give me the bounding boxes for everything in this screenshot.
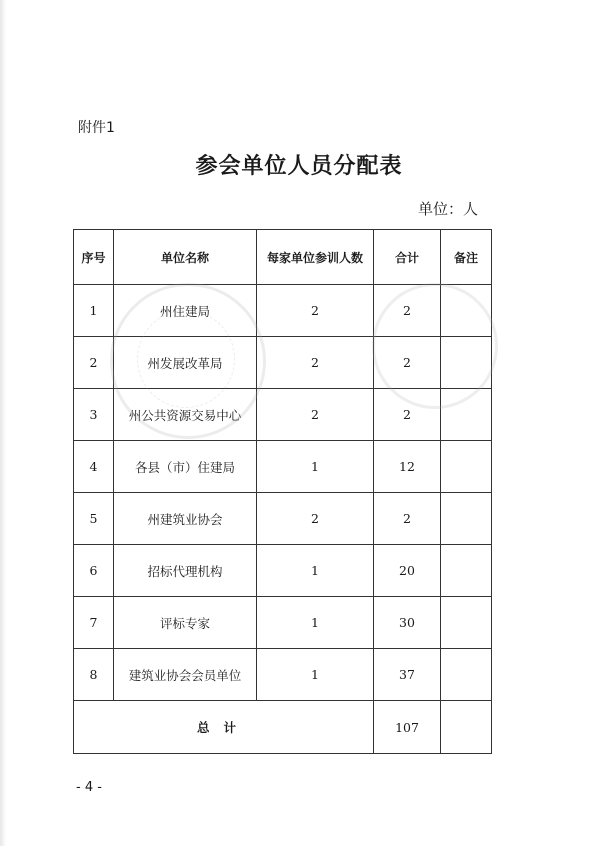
cell-unit-name: 州住建局 [114, 285, 257, 337]
cell-unit-name: 评标专家 [114, 597, 257, 649]
cell-remark [441, 441, 492, 493]
attachment-label: 附件1 [78, 120, 115, 136]
cell-no: 4 [74, 441, 114, 493]
table-row [74, 389, 492, 441]
cell-no: 1 [74, 285, 114, 337]
table-row [74, 545, 492, 597]
total-value: 107 [374, 701, 441, 754]
total-remark [441, 701, 492, 754]
unit-note: 单位：人 [418, 200, 479, 218]
cell-per-unit: 1 [257, 649, 374, 701]
table-row [74, 337, 492, 389]
table-row [74, 493, 492, 545]
header-total: 合计 [374, 230, 441, 285]
cell-remark [441, 545, 492, 597]
table-row [74, 285, 492, 337]
cell-remark [441, 337, 492, 389]
cell-per-unit: 1 [257, 441, 374, 493]
cell-total: 2 [374, 493, 441, 545]
cell-remark [441, 649, 492, 701]
cell-remark [441, 493, 492, 545]
table-row [74, 649, 492, 701]
allocation-table [73, 229, 492, 754]
table-body [74, 285, 492, 754]
cell-per-unit: 2 [257, 389, 374, 441]
cell-no: 3 [74, 389, 114, 441]
page-number: - 4 - [76, 780, 102, 795]
cell-per-unit: 2 [257, 285, 374, 337]
page-title: 参会单位人员分配表 [195, 153, 403, 179]
cell-no: 2 [74, 337, 114, 389]
cell-total: 12 [374, 441, 441, 493]
cell-per-unit: 1 [257, 597, 374, 649]
cell-total: 30 [374, 597, 441, 649]
cell-unit-name: 建筑业协会会员单位 [114, 649, 257, 701]
header-remark: 备注 [441, 230, 492, 285]
header-no: 序号 [74, 230, 114, 285]
cell-unit-name: 招标代理机构 [114, 545, 257, 597]
cell-per-unit: 2 [257, 493, 374, 545]
cell-remark [441, 389, 492, 441]
cell-no: 6 [74, 545, 114, 597]
cell-total: 20 [374, 545, 441, 597]
total-label-cell [74, 701, 374, 754]
cell-unit-name: 州发展改革局 [114, 337, 257, 389]
total-row [74, 701, 492, 754]
cell-total: 37 [374, 649, 441, 701]
header-row [74, 230, 492, 285]
cell-total: 2 [374, 337, 441, 389]
header-unit-name: 单位名称 [114, 230, 257, 285]
cell-total: 2 [374, 285, 441, 337]
cell-unit-name: 州公共资源交易中心 [114, 389, 257, 441]
table-row [74, 597, 492, 649]
header-per-unit: 每家单位参训人数 [257, 230, 374, 285]
cell-unit-name: 各县（市）住建局 [114, 441, 257, 493]
cell-per-unit: 1 [257, 545, 374, 597]
cell-unit-name: 州建筑业协会 [114, 493, 257, 545]
table-header [74, 230, 492, 285]
cell-no: 5 [74, 493, 114, 545]
cell-remark [441, 597, 492, 649]
table-row [74, 441, 492, 493]
total-label: 总计 [196, 720, 250, 735]
page-edge-shadow [0, 0, 6, 846]
cell-per-unit: 2 [257, 337, 374, 389]
cell-total: 2 [374, 389, 441, 441]
cell-no: 8 [74, 649, 114, 701]
cell-remark [441, 285, 492, 337]
cell-no: 7 [74, 597, 114, 649]
